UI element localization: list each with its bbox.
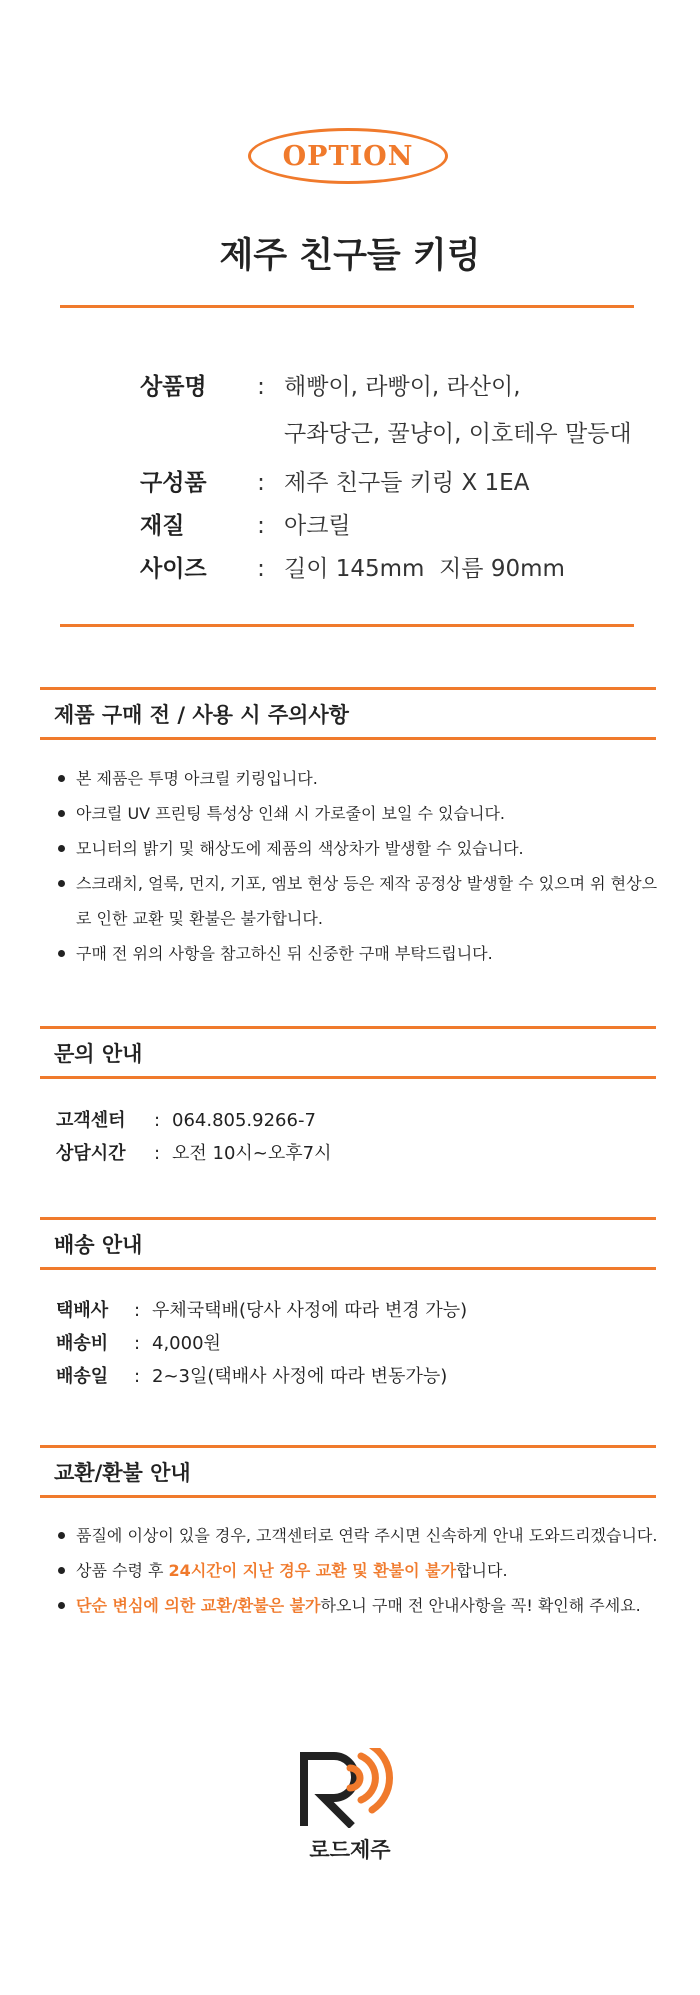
kv-value: 2~3일(택배사 사정에 따라 변동가능) bbox=[152, 1366, 448, 1387]
spec-colon: : bbox=[257, 470, 265, 496]
kv-colon: : bbox=[133, 1366, 141, 1387]
kv-colon: : bbox=[153, 1110, 161, 1131]
section-header-inquiry: 문의 안내 bbox=[40, 1026, 656, 1079]
inquiry-row bbox=[56, 1137, 332, 1170]
spec-value: 아크릴 bbox=[284, 513, 351, 539]
list-item: 모니터의 밝기 및 해상도에 제품의 색상차가 발생할 수 있습니다. bbox=[56, 831, 666, 866]
list-item bbox=[56, 1553, 666, 1588]
refund-list bbox=[56, 1518, 666, 1623]
shipping-row bbox=[56, 1360, 467, 1393]
kv-label: 고객센터 bbox=[56, 1110, 126, 1131]
hours-value: 오전 10시~오후7시 bbox=[172, 1143, 332, 1164]
spec-table bbox=[140, 366, 632, 591]
section-header-shipping: 배송 안내 bbox=[40, 1217, 656, 1270]
kv-value: 우체국택배(당사 사정에 따라 변경 가능) bbox=[152, 1300, 468, 1321]
spec-row-name bbox=[140, 366, 632, 456]
shipping-row bbox=[56, 1294, 467, 1327]
text-span: 하오니 구매 전 안내사항을 꼭! 확인해 주세요. bbox=[320, 1596, 641, 1615]
kv-colon: : bbox=[153, 1143, 161, 1164]
spec-row-components bbox=[140, 462, 632, 505]
list-item bbox=[56, 1588, 666, 1623]
kv-label: 배송일 bbox=[56, 1366, 109, 1387]
kv-label: 택배사 bbox=[56, 1300, 109, 1321]
kv-value: 4,000원 bbox=[152, 1333, 221, 1354]
spec-label: 상품명 bbox=[140, 374, 207, 400]
product-title: 제주 친구들 키링 bbox=[219, 236, 481, 276]
text-span: 합니다. bbox=[456, 1561, 508, 1580]
spec-label: 사이즈 bbox=[140, 556, 207, 582]
brand-name: 로드제주 bbox=[309, 1838, 391, 1862]
kv-label: 상담시간 bbox=[56, 1143, 126, 1164]
list-item: 본 제품은 투명 아크릴 키링입니다. bbox=[56, 761, 666, 796]
highlight-text: 단순 변심에 의한 교환/환불은 불가 bbox=[76, 1596, 321, 1615]
spec-row-material bbox=[140, 505, 632, 548]
spec-value-line: 구좌당근, 꿀냥이, 이호테우 말등대 bbox=[284, 421, 632, 447]
divider-bottom bbox=[60, 624, 634, 627]
spec-value-line: 해빵이, 라빵이, 라산이, bbox=[284, 374, 521, 400]
highlight-text: 24시간이 지난 경우 교환 및 환불이 불가 bbox=[168, 1561, 457, 1580]
caution-list bbox=[56, 761, 666, 971]
spec-value: 제주 친구들 키링 X 1EA bbox=[284, 470, 530, 496]
brand-logo-icon bbox=[300, 1748, 404, 1828]
section-header-refund: 교환/환불 안내 bbox=[40, 1445, 656, 1498]
kv-colon: : bbox=[133, 1333, 141, 1354]
shipping-info bbox=[56, 1294, 467, 1393]
inquiry-info bbox=[56, 1104, 332, 1170]
kv-colon: : bbox=[133, 1300, 141, 1321]
spec-colon: : bbox=[257, 513, 265, 539]
list-item: 품질에 이상이 있을 경우, 고객센터로 연락 주시면 신속하게 안내 도와드리겠습니다. bbox=[56, 1518, 666, 1553]
kv-label: 배송비 bbox=[56, 1333, 109, 1354]
spec-value: 길이 145mm 지름 90mm bbox=[284, 556, 565, 582]
list-item: 구매 전 위의 사항을 참고하신 뒤 신중한 구매 부탁드립니다. bbox=[56, 936, 666, 971]
divider-top bbox=[60, 305, 634, 308]
phone-number: 064.805.9266-7 bbox=[172, 1110, 316, 1131]
inquiry-row bbox=[56, 1104, 332, 1137]
text-span: 상품 수령 후 bbox=[76, 1561, 169, 1580]
spec-value bbox=[284, 366, 632, 456]
spec-label: 재질 bbox=[140, 513, 185, 539]
spec-colon: : bbox=[257, 556, 265, 582]
option-badge: OPTION bbox=[248, 128, 448, 184]
list-item: 스크래치, 얼룩, 먼지, 기포, 엠보 현상 등은 제작 공정상 발생할 수 있으며 위 현상으로 인한 교환 및 환불은 불가합니다. bbox=[56, 866, 666, 936]
section-header-caution: 제품 구매 전 / 사용 시 주의사항 bbox=[40, 687, 656, 740]
spec-colon: : bbox=[257, 374, 265, 400]
shipping-row bbox=[56, 1327, 467, 1360]
list-item: 아크릴 UV 프린팅 특성상 인쇄 시 가로줄이 보일 수 있습니다. bbox=[56, 796, 666, 831]
spec-label: 구성품 bbox=[140, 470, 207, 496]
spec-row-size bbox=[140, 548, 632, 591]
